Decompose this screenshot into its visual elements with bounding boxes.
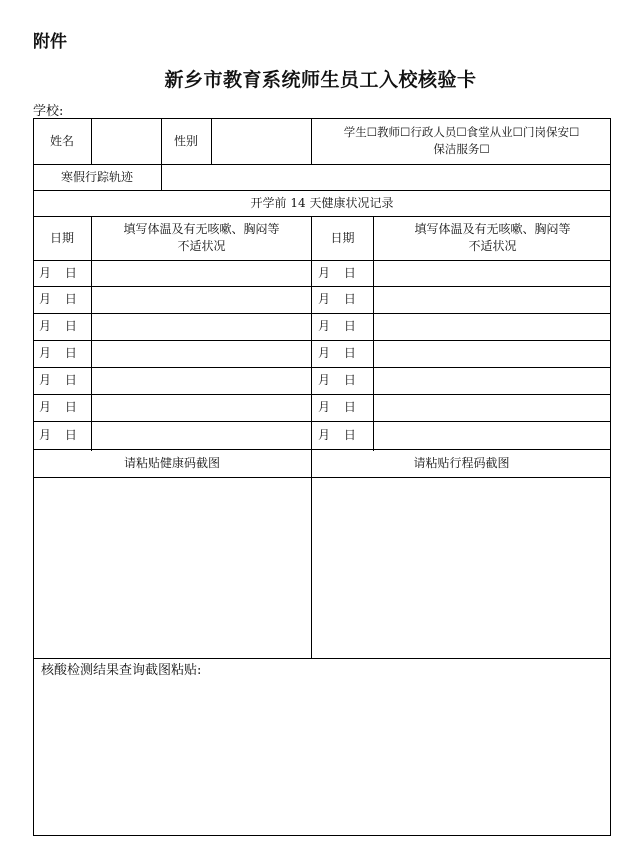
date-cell: 月 日 <box>318 319 356 333</box>
travel-code-label: 请粘贴行程码截图 <box>413 455 510 470</box>
date-cell: 月 日 <box>39 292 77 306</box>
date-cell: 月 日 <box>39 427 77 442</box>
health-record-title: 开学前 14 天健康状况记录 <box>250 195 394 210</box>
date-cell: 月 日 <box>318 400 356 414</box>
date-cell: 月 日 <box>39 319 77 333</box>
date-cell: 月 日 <box>318 373 356 387</box>
role-options-line1: 学生☐教师☐行政人员☐食堂从业☐门岗保安☐ <box>343 125 580 139</box>
date-cell: 月 日 <box>318 427 356 442</box>
name-field[interactable] <box>92 118 161 164</box>
name-label: 姓名 <box>49 133 74 148</box>
date-cell: 月 日 <box>39 373 77 387</box>
fill-header-left <box>92 216 311 260</box>
date-cell: 月 日 <box>318 265 356 280</box>
date-header-left: 日期 <box>49 230 74 245</box>
date-cell: 月 日 <box>39 400 77 414</box>
page-title: 新乡市教育系统师生员工入校核验卡 <box>164 69 477 91</box>
travel-code-paste-area[interactable] <box>312 478 611 658</box>
fill-header-line2: 不适状况 <box>468 239 517 253</box>
nucleic-label: 核酸检测结果查询截图粘贴: <box>41 662 202 678</box>
date-header-right: 日期 <box>330 230 355 245</box>
date-cell: 月 日 <box>39 265 77 280</box>
attachment-label: 附件 <box>33 32 67 52</box>
nucleic-paste-area[interactable] <box>33 681 611 835</box>
school-label: 学校: <box>33 104 64 119</box>
trace-label: 寒假行踪轨迹 <box>60 169 133 184</box>
trace-field[interactable] <box>162 164 611 190</box>
fill-header-line2: 不适状况 <box>177 239 226 253</box>
verification-form <box>33 118 611 836</box>
gender-label: 性别 <box>173 133 198 148</box>
fill-header-line1: 填写体温及有无咳嗽、胸闷等 <box>123 222 280 236</box>
gender-field[interactable] <box>212 118 311 164</box>
date-cell: 月 日 <box>318 346 356 360</box>
fill-header-right <box>374 216 611 260</box>
fill-header-line1: 填写体温及有无咳嗽、胸闷等 <box>414 222 571 236</box>
health-code-paste-area[interactable] <box>33 478 311 658</box>
health-code-label: 请粘贴健康码截图 <box>123 455 220 470</box>
date-cell: 月 日 <box>39 346 77 360</box>
date-cell: 月 日 <box>318 292 356 306</box>
role-options[interactable] <box>312 118 611 164</box>
role-options-line2: 保洁服务☐ <box>433 142 490 156</box>
